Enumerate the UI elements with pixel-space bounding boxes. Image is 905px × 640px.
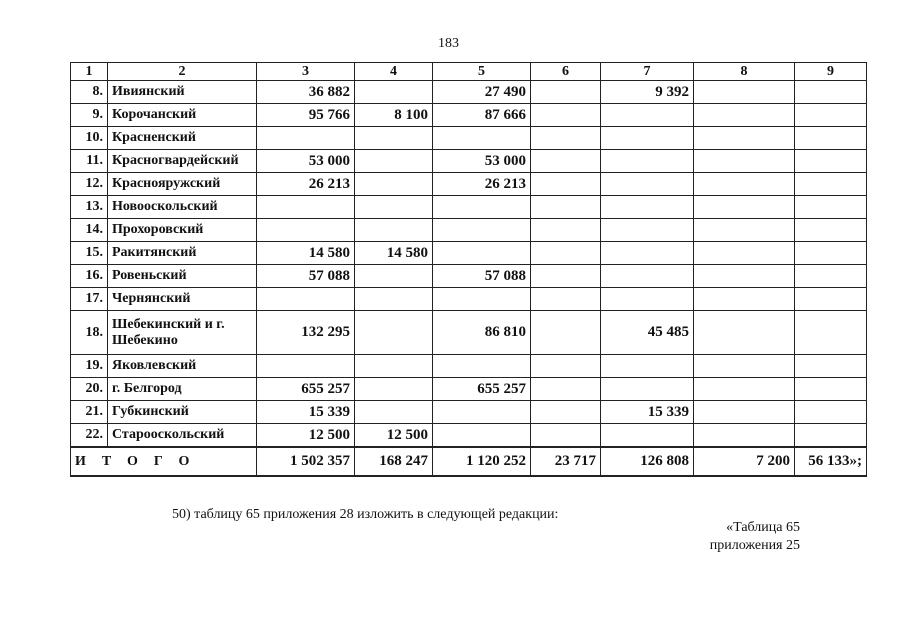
- value-cell: [433, 401, 531, 424]
- value-cell: [355, 378, 433, 401]
- district-name: Чернянский: [108, 288, 257, 311]
- value-cell: 15 339: [257, 401, 355, 424]
- value-cell: [531, 355, 601, 378]
- value-cell: [601, 173, 694, 196]
- value-cell: [795, 173, 867, 196]
- value-cell: [355, 127, 433, 150]
- district-name: Краснояружский: [108, 173, 257, 196]
- value-cell: [694, 196, 795, 219]
- value-cell: [694, 378, 795, 401]
- value-cell: 132 295: [257, 311, 355, 355]
- value-cell: [795, 104, 867, 127]
- district-name: Ровеньский: [108, 265, 257, 288]
- value-cell: 14 580: [355, 242, 433, 265]
- page-number: 183: [438, 36, 459, 51]
- table-row: [71, 150, 867, 173]
- value-cell: [355, 288, 433, 311]
- value-cell: [433, 242, 531, 265]
- row-number: 10.: [71, 127, 108, 150]
- value-cell: [531, 219, 601, 242]
- row-number: 15.: [71, 242, 108, 265]
- next-table-subtitle: приложения 25: [709, 538, 800, 553]
- value-cell: [795, 81, 867, 104]
- value-cell: [795, 401, 867, 424]
- value-cell: [531, 311, 601, 355]
- district-name: Яковлевский: [108, 355, 257, 378]
- table-row: [71, 104, 867, 127]
- row-number: 18.: [71, 311, 108, 355]
- value-cell: [531, 196, 601, 219]
- value-cell: [601, 127, 694, 150]
- district-name: Корочанский: [108, 104, 257, 127]
- table-row: [71, 219, 867, 242]
- value-cell: [433, 424, 531, 448]
- table-row: [71, 288, 867, 311]
- table-row: [71, 242, 867, 265]
- table-row: [71, 355, 867, 378]
- total-label: ИТОГО: [71, 447, 257, 476]
- value-cell: [694, 424, 795, 448]
- table-row: [71, 401, 867, 424]
- value-cell: [694, 173, 795, 196]
- row-number: 22.: [71, 424, 108, 448]
- value-cell: [694, 265, 795, 288]
- value-cell: [694, 355, 795, 378]
- value-cell: 45 485: [601, 311, 694, 355]
- column-header: 4: [355, 63, 433, 81]
- value-cell: [531, 104, 601, 127]
- value-cell: [355, 219, 433, 242]
- value-cell: [601, 219, 694, 242]
- table-row: [71, 173, 867, 196]
- value-cell: [795, 242, 867, 265]
- total-value: 1 502 357: [257, 447, 355, 476]
- table-row: [71, 378, 867, 401]
- value-cell: [795, 355, 867, 378]
- value-cell: [257, 288, 355, 311]
- total-value: 7 200: [694, 447, 795, 476]
- value-cell: 53 000: [257, 150, 355, 173]
- value-cell: 26 213: [433, 173, 531, 196]
- value-cell: [355, 173, 433, 196]
- value-cell: [531, 150, 601, 173]
- value-cell: 12 500: [355, 424, 433, 448]
- amendment-instruction: 50) таблицу 65 приложения 28 изложить в следующей редакции:: [172, 507, 559, 522]
- value-cell: 95 766: [257, 104, 355, 127]
- value-cell: [795, 196, 867, 219]
- value-cell: [795, 150, 867, 173]
- row-number: 12.: [71, 173, 108, 196]
- value-cell: [795, 378, 867, 401]
- value-cell: [433, 355, 531, 378]
- value-cell: 86 810: [433, 311, 531, 355]
- total-value: 23 717: [531, 447, 601, 476]
- value-cell: [355, 196, 433, 219]
- row-number: 8.: [71, 81, 108, 104]
- value-cell: 12 500: [257, 424, 355, 448]
- value-cell: 14 580: [257, 242, 355, 265]
- value-cell: [795, 288, 867, 311]
- district-name: г. Белгород: [108, 378, 257, 401]
- district-name: Прохоровский: [108, 219, 257, 242]
- value-cell: [694, 288, 795, 311]
- row-number: 11.: [71, 150, 108, 173]
- district-name: Новооскольский: [108, 196, 257, 219]
- value-cell: 57 088: [433, 265, 531, 288]
- value-cell: [355, 81, 433, 104]
- row-number: 9.: [71, 104, 108, 127]
- value-cell: [694, 127, 795, 150]
- value-cell: [355, 311, 433, 355]
- value-cell: [433, 288, 531, 311]
- district-name: Ракитянский: [108, 242, 257, 265]
- value-cell: [795, 424, 867, 448]
- total-value: 168 247: [355, 447, 433, 476]
- column-header: 9: [795, 63, 867, 81]
- value-cell: [257, 355, 355, 378]
- value-cell: 27 490: [433, 81, 531, 104]
- value-cell: [694, 242, 795, 265]
- district-name: Ивиянский: [108, 81, 257, 104]
- value-cell: 53 000: [433, 150, 531, 173]
- value-cell: [433, 219, 531, 242]
- value-cell: 655 257: [433, 378, 531, 401]
- value-cell: [601, 265, 694, 288]
- value-cell: 26 213: [257, 173, 355, 196]
- value-cell: 87 666: [433, 104, 531, 127]
- value-cell: [531, 81, 601, 104]
- value-cell: 655 257: [257, 378, 355, 401]
- value-cell: [601, 242, 694, 265]
- value-cell: 15 339: [601, 401, 694, 424]
- value-cell: [601, 104, 694, 127]
- column-header: 8: [694, 63, 795, 81]
- value-cell: [355, 355, 433, 378]
- table-row: [71, 311, 867, 355]
- district-name: Красненский: [108, 127, 257, 150]
- column-header: 1: [71, 63, 108, 81]
- value-cell: [601, 424, 694, 448]
- value-cell: [601, 196, 694, 219]
- value-cell: [531, 288, 601, 311]
- table-row: [71, 81, 867, 104]
- value-cell: [531, 173, 601, 196]
- value-cell: [531, 127, 601, 150]
- value-cell: [433, 196, 531, 219]
- table-header-row: [71, 63, 867, 81]
- value-cell: [694, 401, 795, 424]
- value-cell: [355, 401, 433, 424]
- value-cell: [257, 196, 355, 219]
- value-cell: [531, 401, 601, 424]
- value-cell: [601, 355, 694, 378]
- value-cell: [355, 265, 433, 288]
- column-header: 2: [108, 63, 257, 81]
- total-value: 126 808: [601, 447, 694, 476]
- value-cell: [355, 150, 433, 173]
- value-cell: [531, 265, 601, 288]
- value-cell: [601, 378, 694, 401]
- value-cell: [694, 150, 795, 173]
- table-row: [71, 265, 867, 288]
- table-row: [71, 127, 867, 150]
- next-table-title: «Таблица 65: [726, 520, 800, 535]
- total-value: 1 120 252: [433, 447, 531, 476]
- value-cell: [257, 127, 355, 150]
- value-cell: [601, 288, 694, 311]
- district-name: Шебекинский и г. Шебекино: [108, 311, 257, 355]
- row-number: 17.: [71, 288, 108, 311]
- row-number: 20.: [71, 378, 108, 401]
- table-row: [71, 196, 867, 219]
- value-cell: [694, 311, 795, 355]
- value-cell: [531, 378, 601, 401]
- total-value: 56 133»;: [795, 447, 867, 476]
- column-header: 6: [531, 63, 601, 81]
- row-number: 14.: [71, 219, 108, 242]
- value-cell: [433, 127, 531, 150]
- district-name: Губкинский: [108, 401, 257, 424]
- value-cell: 9 392: [601, 81, 694, 104]
- value-cell: 8 100: [355, 104, 433, 127]
- row-number: 19.: [71, 355, 108, 378]
- district-name: Старооскольский: [108, 424, 257, 448]
- value-cell: [795, 219, 867, 242]
- row-number: 16.: [71, 265, 108, 288]
- value-cell: [531, 424, 601, 448]
- value-cell: [795, 311, 867, 355]
- total-row: [71, 447, 867, 476]
- district-name: Красногвардейский: [108, 150, 257, 173]
- column-header: 5: [433, 63, 531, 81]
- value-cell: 57 088: [257, 265, 355, 288]
- row-number: 13.: [71, 196, 108, 219]
- value-cell: 36 882: [257, 81, 355, 104]
- budget-table: [70, 62, 867, 477]
- row-number: 21.: [71, 401, 108, 424]
- value-cell: [694, 104, 795, 127]
- value-cell: [257, 219, 355, 242]
- value-cell: [795, 265, 867, 288]
- value-cell: [795, 127, 867, 150]
- column-header: 3: [257, 63, 355, 81]
- value-cell: [601, 150, 694, 173]
- value-cell: [694, 219, 795, 242]
- column-header: 7: [601, 63, 694, 81]
- value-cell: [694, 81, 795, 104]
- table-row: [71, 424, 867, 448]
- value-cell: [531, 242, 601, 265]
